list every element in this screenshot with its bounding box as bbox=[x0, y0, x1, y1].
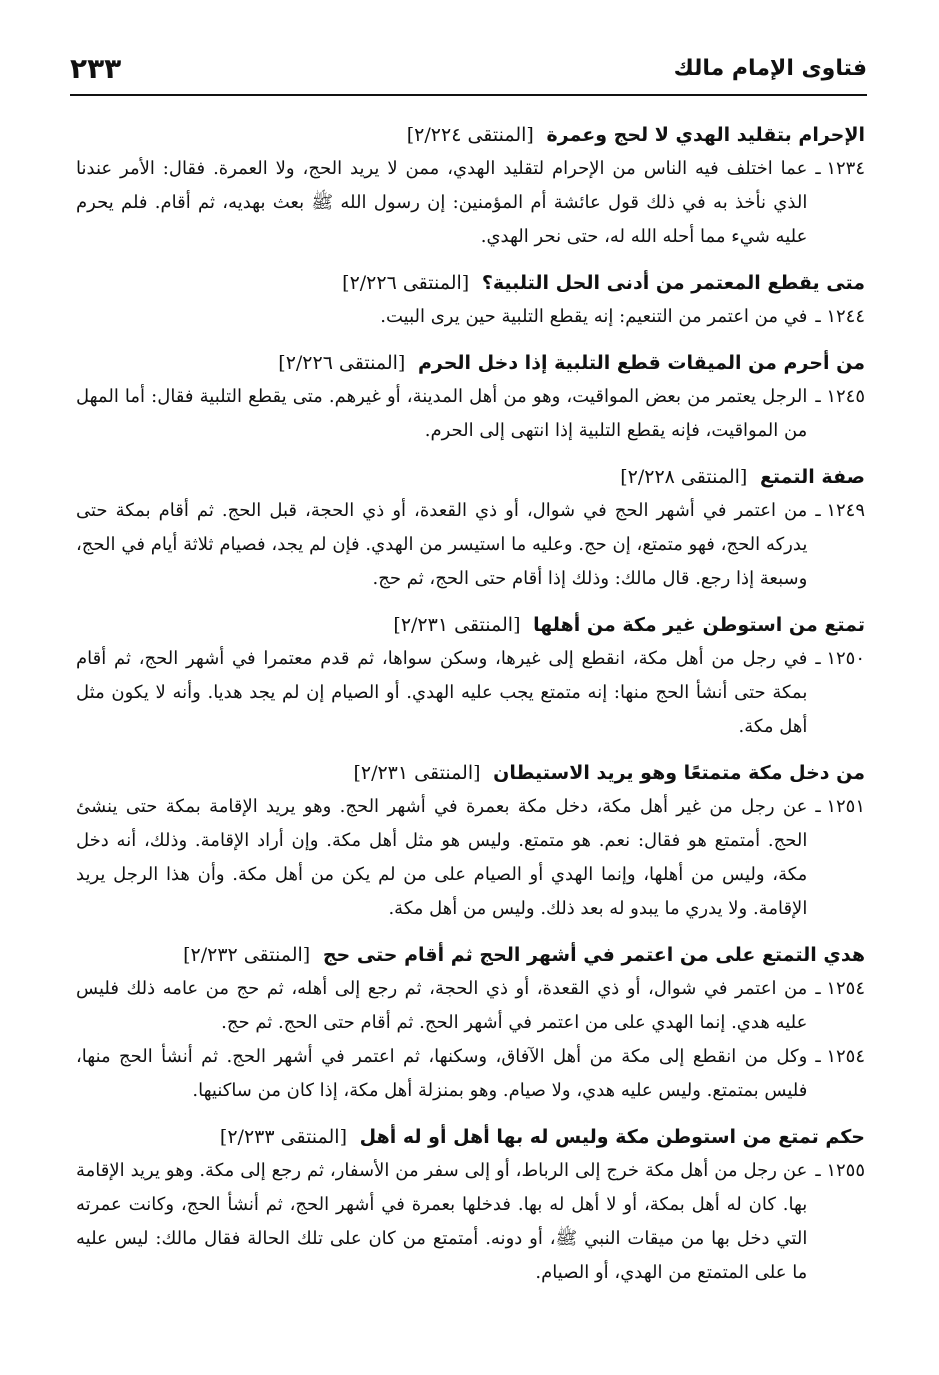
section-heading bbox=[76, 758, 865, 788]
section-reference: [المنتقى ٢/٢٣٣] bbox=[219, 1126, 347, 1148]
section-title: من أحرم من الميقات قطع التلبية إذا دخل الحرم bbox=[417, 352, 865, 374]
fatwa-entry bbox=[76, 972, 865, 1040]
section-reference: [المنتقى ٢/٢٣١] bbox=[393, 614, 521, 636]
fatwa-entry bbox=[76, 300, 865, 334]
section-title: هدي التمتع على من اعتمر في أشهر الحج ثم أقام حتى حج bbox=[322, 944, 865, 966]
entry-number: ١٢٥٤ ـ bbox=[815, 978, 865, 999]
fatwa-section bbox=[76, 268, 865, 334]
section-title: حكم تمتع من استوطن مكة وليس له بها أهل أو له أهل bbox=[359, 1126, 865, 1148]
fatwa-section bbox=[76, 348, 865, 448]
entry-number: ١٢٥٤ ـ bbox=[815, 1046, 865, 1067]
entry-number: ١٢٥٠ ـ bbox=[815, 648, 865, 669]
section-reference: [المنتقى ٢/٢٢٨] bbox=[620, 466, 748, 488]
entry-text: في رجل من أهل مكة، انقطع إلى غيرها، وسكن سواها، ثم قدم معتمرا في أشهر الحج، ثم أقام بمكة حتى أنشأ الحج منها: إنه متمتع يجب عليه الهدي. أو الصيام إن لم يجد هديا. وأنه لا يكون مثل أهل مكة. bbox=[76, 648, 808, 737]
section-heading bbox=[76, 462, 865, 492]
fatwa-section bbox=[76, 940, 865, 1108]
entry-text: في من اعتمر من التنعيم: إنه يقطع التلبية حين يرى البيت. bbox=[380, 306, 808, 327]
entry-number: ١٢٤٥ ـ bbox=[815, 386, 865, 407]
section-heading bbox=[76, 268, 865, 298]
page-body bbox=[76, 120, 865, 1304]
entry-number: ١٢٥٥ ـ bbox=[815, 1160, 865, 1181]
entry-text: من اعتمر في شوال، أو ذي القعدة، أو ذي الحجة، ثم رجع إلى أهله، ثم حج من عامه ذلك فليس عليه هدي. إنما الهدي على من اعتمر في أشهر الحج. ثم أقام حتى الحج. ثم حج. bbox=[76, 978, 808, 1033]
section-title: متى يقطع المعتمر من أدنى الحل التلبية؟ bbox=[481, 272, 865, 294]
fatwa-section bbox=[76, 1122, 865, 1290]
entry-number: ١٢٥١ ـ bbox=[815, 796, 865, 817]
fatwa-entry bbox=[76, 494, 865, 596]
section-reference: [المنتقى ٢/٢٢٦] bbox=[342, 272, 470, 294]
fatwa-entry bbox=[76, 1040, 865, 1108]
entry-text: وكل من انقطع إلى مكة من أهل الآفاق، وسكنها، ثم اعتمر في أشهر الحج. ثم أنشأ الحج منها، فليس بمتمتع. وليس عليه هدي، ولا صيام. وهو بمنزلة أهل مكة، إذا كان من ساكنيها. bbox=[76, 1046, 808, 1101]
section-title: الإحرام بتقليد الهدي لا لحج وعمرة bbox=[546, 124, 865, 146]
section-title: من دخل مكة متمتعًا وهو يريد الاستيطان bbox=[493, 762, 865, 784]
section-heading bbox=[76, 940, 865, 970]
entry-text: عما اختلف فيه الناس من الإحرام لتقليد الهدي، ممن لا يريد الحج، ولا العمرة. فقال: الأمر عندنا الذي نأخذ به في ذلك قول عائشة أم المؤمنين: إن رسول الله ﷺ بعث بهديه، ثم أقام. فلم يحرم عليه شيء مما أحله الله له، حتى نحر الهدي. bbox=[76, 158, 808, 247]
section-reference: [المنتقى ٢/٢٢٤] bbox=[406, 124, 534, 146]
entry-text: عن رجل من غير أهل مكة، دخل مكة بعمرة في أشهر الحج. وهو يريد الإقامة بمكة حتى ينشئ الحج. أمتمتع هو فقال: نعم. هو متمتع. وليس هو مثل أهل مكة. وإن أراد الإقامة. وذلك، أنه دخل مكة، وليس من أهلها، وإنما الهدي أو الصيام على من لم يكن من أهل مكة. وأن هذا الرجل يريد الإقامة. ولا يدري ما يبدو له بعد ذلك. وليس من أهل مكة. bbox=[76, 796, 808, 919]
fatwa-section bbox=[76, 120, 865, 254]
page-header bbox=[70, 52, 867, 96]
entry-number: ١٢٤٤ ـ bbox=[815, 306, 865, 327]
fatwa-section bbox=[76, 462, 865, 596]
section-heading bbox=[76, 120, 865, 150]
fatwa-section bbox=[76, 758, 865, 926]
section-title: تمتع من استوطن غير مكة من أهلها bbox=[533, 614, 865, 636]
section-reference: [المنتقى ٢/٢٣٢] bbox=[183, 944, 311, 966]
fatwa-entry bbox=[76, 1154, 865, 1290]
section-reference: [المنتقى ٢/٢٢٦] bbox=[278, 352, 406, 374]
section-reference: [المنتقى ٢/٢٣١] bbox=[353, 762, 481, 784]
entry-number: ١٢٤٩ ـ bbox=[815, 500, 865, 521]
header-divider bbox=[70, 94, 867, 96]
section-heading bbox=[76, 1122, 865, 1152]
fatwa-entry bbox=[76, 380, 865, 448]
section-title: صفة التمتع bbox=[759, 466, 865, 488]
fatwa-section bbox=[76, 610, 865, 744]
fatwa-entry bbox=[76, 152, 865, 254]
entry-text: الرجل يعتمر من بعض المواقيت، وهو من أهل المدينة، أو غيرهم. متى يقطع التلبية فقال: أما المهل من المواقيت، فإنه يقطع التلبية إذا انتهى إلى الحرم. bbox=[76, 386, 808, 441]
page-number: ٢٣٣ bbox=[70, 52, 122, 85]
entry-number: ١٢٣٤ ـ bbox=[815, 158, 865, 179]
entry-text: من اعتمر في أشهر الحج في شوال، أو ذي القعدة، أو ذي الحجة، قبل الحج. ثم أقام بمكة حتى يدركه الحج، فهو متمتع، إن حج. وعليه ما استيسر من الهدي. فإن لم يجد، فصيام ثلاثة أيام في الحج، وسبعة إذا رجع. قال مالك: وذلك إذا أقام حتى الحج، ثم حج. bbox=[76, 500, 808, 589]
fatwa-entry bbox=[76, 642, 865, 744]
running-title: فتاوى الإمام مالك bbox=[673, 56, 867, 81]
section-heading bbox=[76, 348, 865, 378]
entry-text: عن رجل من أهل مكة خرج إلى الرباط، أو إلى سفر من الأسفار، ثم رجع إلى مكة. وهو يريد الإقامة بها. كان له أهل بمكة، أو لا أهل له بها. فدخلها بعمرة في أشهر الحج، ثم أنشأ الحج، وكانت عمرته التي دخل بها من ميقات النبي ﷺ، أو دونه. أمتمتع من كان على تلك الحالة فقال مالك: ليس عليه ما على المتمتع من الهدي، أو الصيام. bbox=[76, 1160, 808, 1283]
section-heading bbox=[76, 610, 865, 640]
fatwa-entry bbox=[76, 790, 865, 926]
